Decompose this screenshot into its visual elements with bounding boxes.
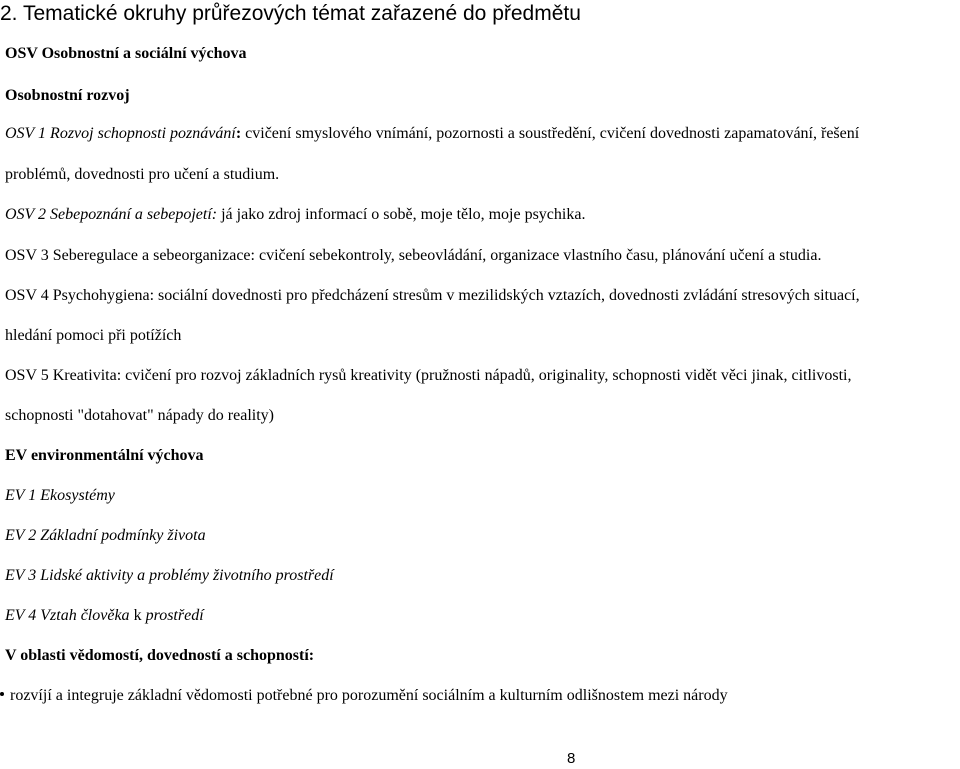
osv1-text: cvičení smyslového vnímání, pozornosti a soustředění, cvičení dovednosti zapamatování, řešení [241,125,860,142]
osv2-line [5,205,585,225]
ev4-part1: EV 4 Vztah člověka [5,607,130,624]
osv-subtitle: Osobnostní rozvoj [5,87,130,104]
osv1-line1 [5,124,859,144]
osv1-colon: : [235,125,242,142]
osv-title: OSV Osobnostní a sociální výchova [5,45,247,62]
competence-list-item [0,686,728,706]
ev-title: EV environmentální výchova [5,447,204,464]
osv5-line1: OSV 5 Kreativita: cvičení pro rozvoj základních rysů kreativity (pružnosti nápadů, originality, schopnosti vidět věci jinak, citlivosti, [5,367,852,384]
page-number: 8 [567,750,576,767]
ev4-part2: k [129,607,146,624]
osv2-text: já jako zdroj informací o sobě, moje tělo, moje psychika. [217,206,586,223]
ev-item-1: EV 1 Ekosystémy [5,487,115,504]
ev-item-2: EV 2 Základní podmínky života [5,527,206,544]
bullet-icon [0,692,4,696]
osv2-label: OSV 2 Sebepoznání a sebepojetí: [5,206,218,223]
osv1-label: OSV 1 Rozvoj schopnosti poznávání [5,125,236,142]
osv4-line1: OSV 4 Psychohygiena: sociální dovednosti pro předcházení stresům v mezilidských vztazích, dovednosti zvládání stresových situací, [5,287,860,304]
osv4-line2: hledání pomoci při potížích [5,327,182,344]
section-heading: 2. Tematické okruhy průřezových témat zařazené do předmětu [0,2,581,25]
ev-item-4 [5,606,204,626]
competence-title: V oblasti vědomostí, dovedností a schopností: [5,647,315,664]
ev-item-3: EV 3 Lidské aktivity a problémy životního prostředí [5,567,334,584]
osv1-line2: problémů, dovednosti pro učení a studium. [5,166,280,183]
osv5-line2: schopnosti "dotahovat" nápady do reality) [5,407,274,424]
competence-item-text: rozvíjí a integruje základní vědomosti potřebné pro porozumění sociálním a kulturním odlišnostem mezi národy [10,687,728,704]
osv3-line: OSV 3 Seberegulace a sebeorganizace: cvičení sebekontroly, sebeovládání, organizace vlastního času, plánování učení a studia. [5,247,822,264]
ev4-part3: prostředí [145,607,204,624]
